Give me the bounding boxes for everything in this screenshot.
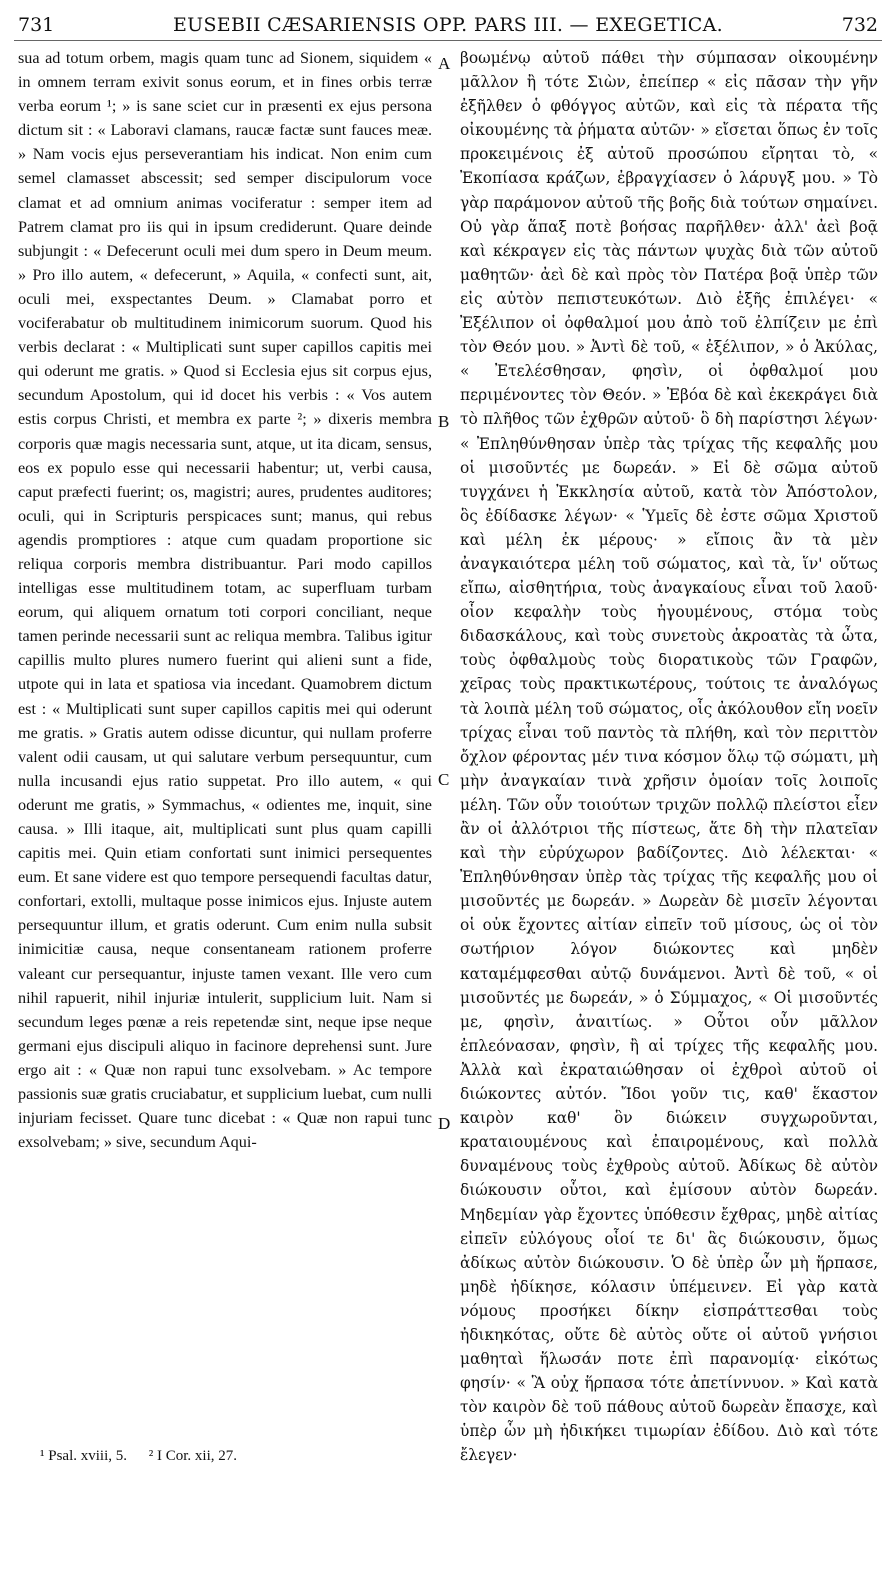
page-number-left: 731	[18, 14, 55, 36]
footnote-1: ¹ Psal. xviii, 5.	[40, 1448, 128, 1464]
greek-text: βοωμένῳ αὐτοῦ πάθει τὴν σύμπασαν οἰκουμένην μᾶλλον ἢ τότε Σιὼν, ἐπείπερ « εἰς πᾶσαν τὴν γῆν ἐξῆλθεν ὁ φθόγγος αὐτῶν, καὶ εἰς τὰ πέρατα τῆς οἰκουμένης τὰ ῥήματα αὐτῶν· » εἴσεται ὅπως ἐν τοῖς προκειμένοις ἐξ αὐτοῦ προσώπου εἴρηται τὸ, « Ἐκοπίασα κράζων, ἐβραγχίασεν ὁ λάρυγξ μου. » Τὸ γὰρ παράμονον αὐτοῦ τῆς βοῆς διὰ τούτων σημαίνει. Οὐ γὰρ ἅπαξ ποτὲ βοήσας παρῆλθεν· ἀλλ' ἀεὶ βοᾷ καὶ κέκραγεν εἰς τὰς πάντων ψυχὰς διὰ τῶν αὐτοῦ μαθητῶν· ἀεὶ δὲ καὶ πρὸς τὸν Πατέρα βοᾷ ὑπὲρ τῶν εἰς αὐτὸν πεπιστευκότων. Διὸ ἑξῆς ἐπιλέγει· « Ἐξέλιπον οἱ ὀφθαλμοί μου ἀπὸ τοῦ ἐλπίζειν με ἐπὶ τὸν Θεόν μου. » Ἀντὶ δὲ τοῦ, « ἐξέλιπον, » ὁ Ἀκύλας, « Ἐτελέσθησαν, φησὶν, οἱ ὀφθαλμοί μου περιμένοντες τὸν Θεόν. » Ἐβόα δὲ καὶ ἐκεκράγει διὰ τὸ πλῆθος τῶν ἐχθρῶν αὐτοῦ· ὃ δὴ παρίστησι λέγων· « Ἐπληθύνθησαν ὑπὲρ τὰς τρίχας τῆς κεφαλῆς μου οἱ μισοῦντές με δωρεάν. » Εἰ δὲ σῶμα αὐτοῦ τυγχάνει ἡ Ἐκκλησία αὐτοῦ, κατὰ τὸν Ἀπόστολον, ὃς ἐδίδασκε λέγων· « Ὑμεῖς δὲ ἐστε σῶμα Χριστοῦ καὶ μέλη ἐκ μέρους· » εἴποις ἂν τὰ μὲν ἀναγκαιότερα μέλη τοῦ σώματος, καὶ τὰ, ἵν' οὕτως εἴπω, αἰσθητήρια, τοὺς ἀναγκαίους εἶναι τοῦ λαοῦ· οἷον κεφαλὴν τοὺς ἡγουμένους, στόμα τοὺς διδασκάλους, καὶ τοὺς συνετοὺς ἀκροατὰς τὰ ὦτα, τοὺς ὀφθαλμοὺς τοὺς διορατικοὺς τῶν Γραφῶν, χεῖρας τοὺς πρακτικωτέρους, τούτοις τε ἀναλόγως τὰ λοιπὰ μέλη τοῦ σώματος, οἷς ἀκόλουθον εἴη νοεῖν τρίχας εἶναι τοῦ παντὸς τὰ πλήθη, καὶ τὸν περιττὸν ὄχλον φέροντας μέν τινα κόσμον ὅλῳ τῷ σώματι, μὴ μὴν ἀναγκαίαν τινὰ χρῆσιν ὁμοίαν τοῖς λοιποῖς μέλη. Τῶν οὖν τοιούτων τριχῶν πολλῷ πλείστοι εἶεν ἂν οἱ ἀλλότριοι τῆς πίστεως, ἅτε δὴ τὴν πλατεῖαν καὶ τὴν εὐρύχωρον βαδίζοντες. Διὸ λέλεκται· « Ἐπληθύνθησαν ὑπὲρ τὰς τρίχας τῆς κεφαλῆς μου οἱ μισοῦντές με δωρεάν. » Δωρεὰν δὲ μισεῖν λέγονται οἱ οὐκ ἔχοντες αἰτίαν εἰπεῖν τοῦ μίσους, ὡς οἱ τὸν σωτήριον λόγον διώκοντες καὶ μηδὲν καταμέμφεσθαι αὐτῷ δυνάμενοι. Ἀντὶ δὲ τοῦ, « οἱ μισοῦντές με δωρεάν, » ὁ Σύμμαχος, « Οἱ μισοῦντές με, φησὶν, ἀναιτίως. » Οὗτοι οὖν μᾶλλον ἐπλεόνασαν, φησὶν, ἢ αἱ τρίχες τῆς κεφαλῆς μου. Ἀλλὰ καὶ ἐκραταιώθησαν οἱ ἐχθροὶ αὐτοῦ οἱ διώκοντες αὐτόν. Ἴδοι γοῦν τις, καθ' ἕκαστον καιρὸν καθ' ὃν διώκειν συγχωροῦνται, κραταιουμένους καὶ ἐπαιρομένους, καὶ πολλὰ δυναμένους τοὺς ἐχθροὺς αὐτοῦ. Ἀδίκως δὲ αὐτὸν διώκουσιν οὗτοι, καὶ ἐμίσουν αὐτὸν δωρεάν. Μηδεμίαν γὰρ ἔχοντες ὑπόθεσιν ἔχθρας, μηδὲ αἰτίας εἰπεῖν εὐλόγους οἷοί τε δι' ἃς διώκουσιν, ὅμως ἀδίκως αὐτὸν διώκουσιν. Ὁ δὲ ὑπὲρ ὧν μὴ ἥρπασε, μηδὲ ἠδίκησε, κόλασιν ὑπέμεινεν. Εἰ γὰρ κατὰ νόμους προσήκει δίκην εἰσπράττεσθαι τοὺς ἠδικηκότας, οὔτε δὲ αὐτὸς οὔτε οἱ αὐτοῦ γνήσιοι μαθηταὶ ἥλωσάν ποτε ἐπὶ παρανομίᾳ· εἰκότως φησίν· « Ἃ οὐχ ἥρπασα τότε ἀπετίννυον. » Καὶ κατὰ τὸν καιρὸν δὲ τοῦ πάθους αὐτοῦ δωρεὰν ἔπασχε, καὶ ὑπὲρ ὧν μὴ ἠδικήκει τιμωρίαν ἐδίδου. Διὸ καὶ τότε ἔλεγεν·	[460, 49, 878, 1465]
latin-column	[18, 46, 432, 1154]
page-number-right: 732	[841, 14, 878, 36]
footnotes	[40, 1448, 255, 1465]
greek-column	[460, 46, 878, 1468]
page-header	[14, 10, 882, 41]
footnote-2: ² I Cor. xii, 27.	[148, 1448, 238, 1464]
running-title: EUSEBII CÆSARIENSIS OPP. PARS III. — EXEGETICA.	[173, 14, 723, 36]
latin-text: sua ad totum orbem, magis quam tunc ad Sionem, siquidem « in omnem terram exivit sonus eorum, et in fines orbis terræ verba eorum ¹; » is sane sciet cur in præsenti ex ejus persona dictum sit : « Laboravi clamans, raucæ factæ sunt fauces meæ. » Nam vocis ejus perseverantiam his indicat. Non enim cum semel clamasset abscessit; sed semper discipulorum voce clamat et ad omnium animas vociferatur : semper item ad Patrem clamat pro iis qui in ipsum crediderunt. Quare deinde subjungit : « Defecerunt oculi mei dum spero in Deum meum. » Pro illo autem, « defecerunt, » Aquila, « confecti sunt, ait, oculi mei, exspectantes Deum. » Clamabat porro et vociferabatur ob multitudinem inimicorum suorum. Quod his verbis declarat : « Multiplicati sunt super capillos capitis mei qui oderunt me gratis. » Quod si Ecclesia ejus sit corpus ejus, secundum Apostolum, qui id docet his verbis : « Vos autem estis corpus Christi, et membra ex parte ²; » dixeris membra corporis quæ magis necessaria sunt, atque, ut ita dicam, sensus, eos ex populo esse qui necessarii habentur; ut, verbi causa, caput præfecti fuerint; os, magistri; aures, prudentes auditores; oculi, qui in Scripturis perspicaces sunt; manus, qui rebus agendis promptiores : atque cum quadam proportione sic reliqua corporis membra distribuantur. Pari modo capillos intelligas esse multitudinem totam, ac superfluam turbam eorum, qui aliquem ornatum toti corpori conciliant, neque tamen perinde necessarii sunt ac reliqua membra. Talibus igitur capillis multo plures numero fuerint qui alieni sunt a fide, utpote qui in lata et spatiosa via incedant. Quamobrem dictum est : « Multiplicati sunt super capillos capitis mei qui oderunt me gratis. » Gratis autem odisse dicuntur, qui nullam proferre valent odii causam, ut qui salutare verbum persequuntur, cum nulla incusandi ejus ratio suppetat. Pro illo autem, « qui oderunt me gratis, » Symmachus, « odientes me, inquit, sine causa. » Illi itaque, ait, multiplicati sunt plus quam capilli capitis mei. Quin etiam confortati sunt inimici persequentes eum. Et sane videre est quo tempore persequendi facultas datur, confortari, extolli, multaque posse inimicos ejus. Injuste autem persequuntur illum, et gratis oderunt. Cum enim nulla subsit inimicitiæ causa, neque consentaneam rationem proferre valeant cur persequantur, injuste tamen vexant. Ille vero cum nihil rapuerit, nihil injuriæ intulerit, supplicium luit. Nam si secundum leges pœnæ a reis repetendæ sint, neque ipse neque germani ejus discipuli aliquo in facinore deprehensi sunt. Jure ergo ait : « Quæ non rapui tunc exsolvebam. » Ac tempore passionis suæ gratis cruciabatur, et supplicium luebat, cum nulli injuriam fecisset. Quare tunc dicebat : « Quæ non rapui tunc exsolvebam; » sive, secundum Aqui-	[18, 49, 432, 1152]
section-marker-a: A	[438, 54, 451, 73]
section-marker-b: B	[438, 412, 450, 431]
section-marker-d: D	[438, 1114, 451, 1133]
section-marker-c: C	[438, 770, 450, 789]
